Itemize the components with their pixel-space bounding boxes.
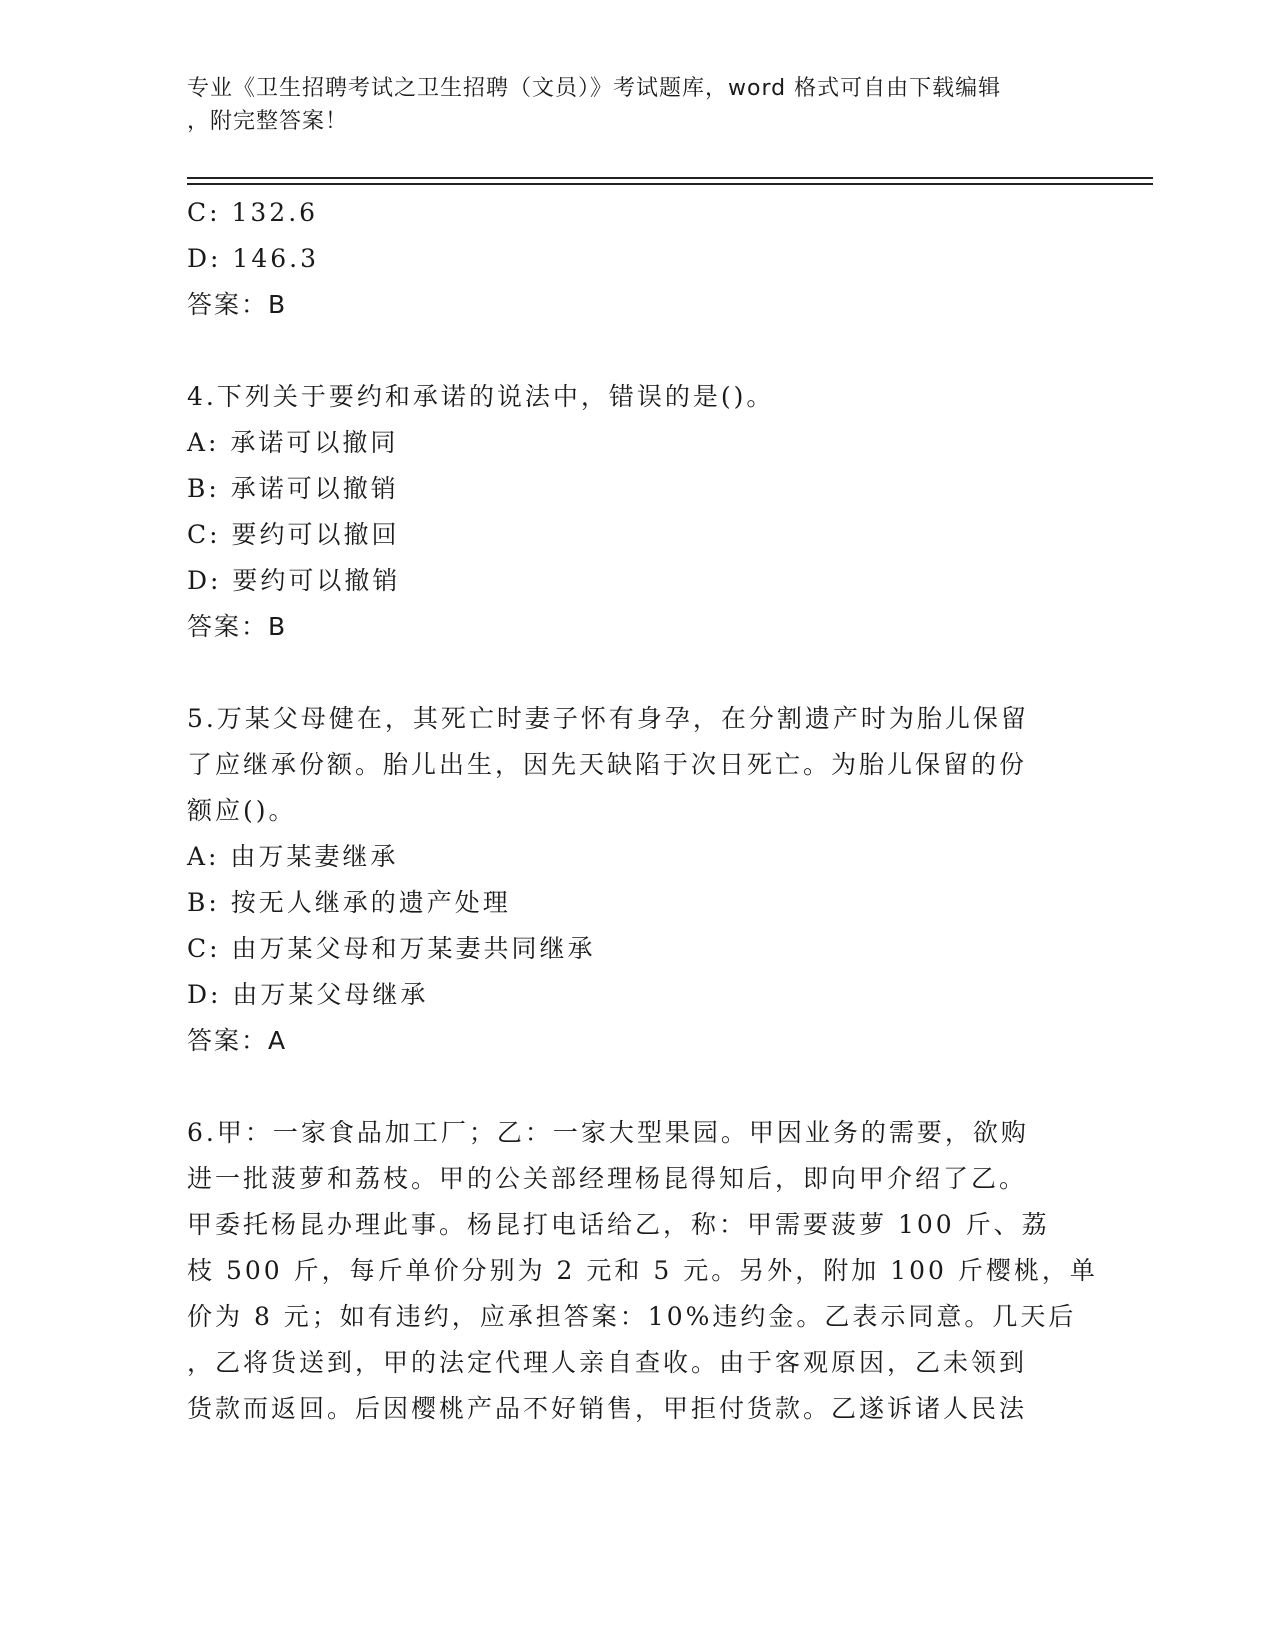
question-stem-line: 货款而返回。后因樱桃产品不好销售，甲拒付货款。乙遂诉诸人民法 (187, 1394, 1028, 1423)
option-a: A: 承诺可以撤同 (187, 428, 399, 457)
question-3 (187, 190, 1057, 328)
header-line-1: 专业《卫生招聘考试之卫生招聘（文员）》考试题库，word 格式可自由下载编辑 (187, 76, 1002, 101)
spacer (187, 328, 1057, 374)
option-c: C: 132.6 (187, 198, 319, 227)
question-stem: 4.下列关于要约和承诺的说法中，错误的是()。 (187, 382, 775, 411)
option-d: D: 由万某父母继承 (187, 980, 429, 1009)
option-c: C: 由万某父母和万某妻共同继承 (187, 934, 596, 963)
question-4 (187, 374, 1057, 650)
spacer (187, 650, 1057, 696)
option-b: B: 承诺可以撤销 (187, 474, 399, 503)
option-c: C: 要约可以撤回 (187, 520, 400, 549)
header-divider-top (187, 177, 1153, 179)
header-line-2: ，附完整答案！ (187, 109, 349, 134)
question-stem-line: 枝 500 斤，每斤单价分别为 2 元和 5 元。另外，附加 100 斤樱桃，单 (187, 1256, 1098, 1285)
answer: 答案：A (187, 1026, 288, 1055)
document-header (187, 72, 1067, 138)
option-d: D: 要约可以撤销 (187, 566, 401, 595)
question-stem-line: 额应()。 (187, 796, 297, 825)
question-5 (187, 696, 1057, 1064)
question-6 (187, 1110, 1098, 1432)
question-stem-line: 6.甲：一家食品加工厂；乙：一家大型果园。甲因业务的需要，欲购 (187, 1118, 1029, 1147)
answer: 答案：B (187, 290, 288, 319)
question-stem-line: ，乙将货送到，甲的法定代理人亲自查收。由于客观原因，乙未领到 (187, 1348, 1028, 1377)
answer: 答案：B (187, 612, 288, 641)
question-stem-line: 价为 8 元；如有违约，应承担答案：10%违约金。乙表示同意。几天后 (187, 1302, 1077, 1331)
question-stem-line: 甲委托杨昆办理此事。杨昆打电话给乙，称：甲需要菠萝 100 斤、荔 (187, 1210, 1050, 1239)
document-body (187, 190, 1098, 1432)
question-stem-line: 5.万某父母健在，其死亡时妻子怀有身孕，在分割遗产时为胎儿保留 (187, 704, 1029, 733)
question-stem-line: 进一批菠萝和荔枝。甲的公关部经理杨昆得知后，即向甲介绍了乙。 (187, 1164, 1028, 1193)
header-divider-bottom (187, 183, 1153, 185)
option-b: B: 按无人继承的遗产处理 (187, 888, 511, 917)
spacer (187, 1064, 1057, 1110)
question-stem-line: 了应继承份额。胎儿出生，因先天缺陷于次日死亡。为胎儿保留的份 (187, 750, 1028, 779)
option-a: A: 由万某妻继承 (187, 842, 399, 871)
option-d: D: 146.3 (187, 244, 319, 273)
